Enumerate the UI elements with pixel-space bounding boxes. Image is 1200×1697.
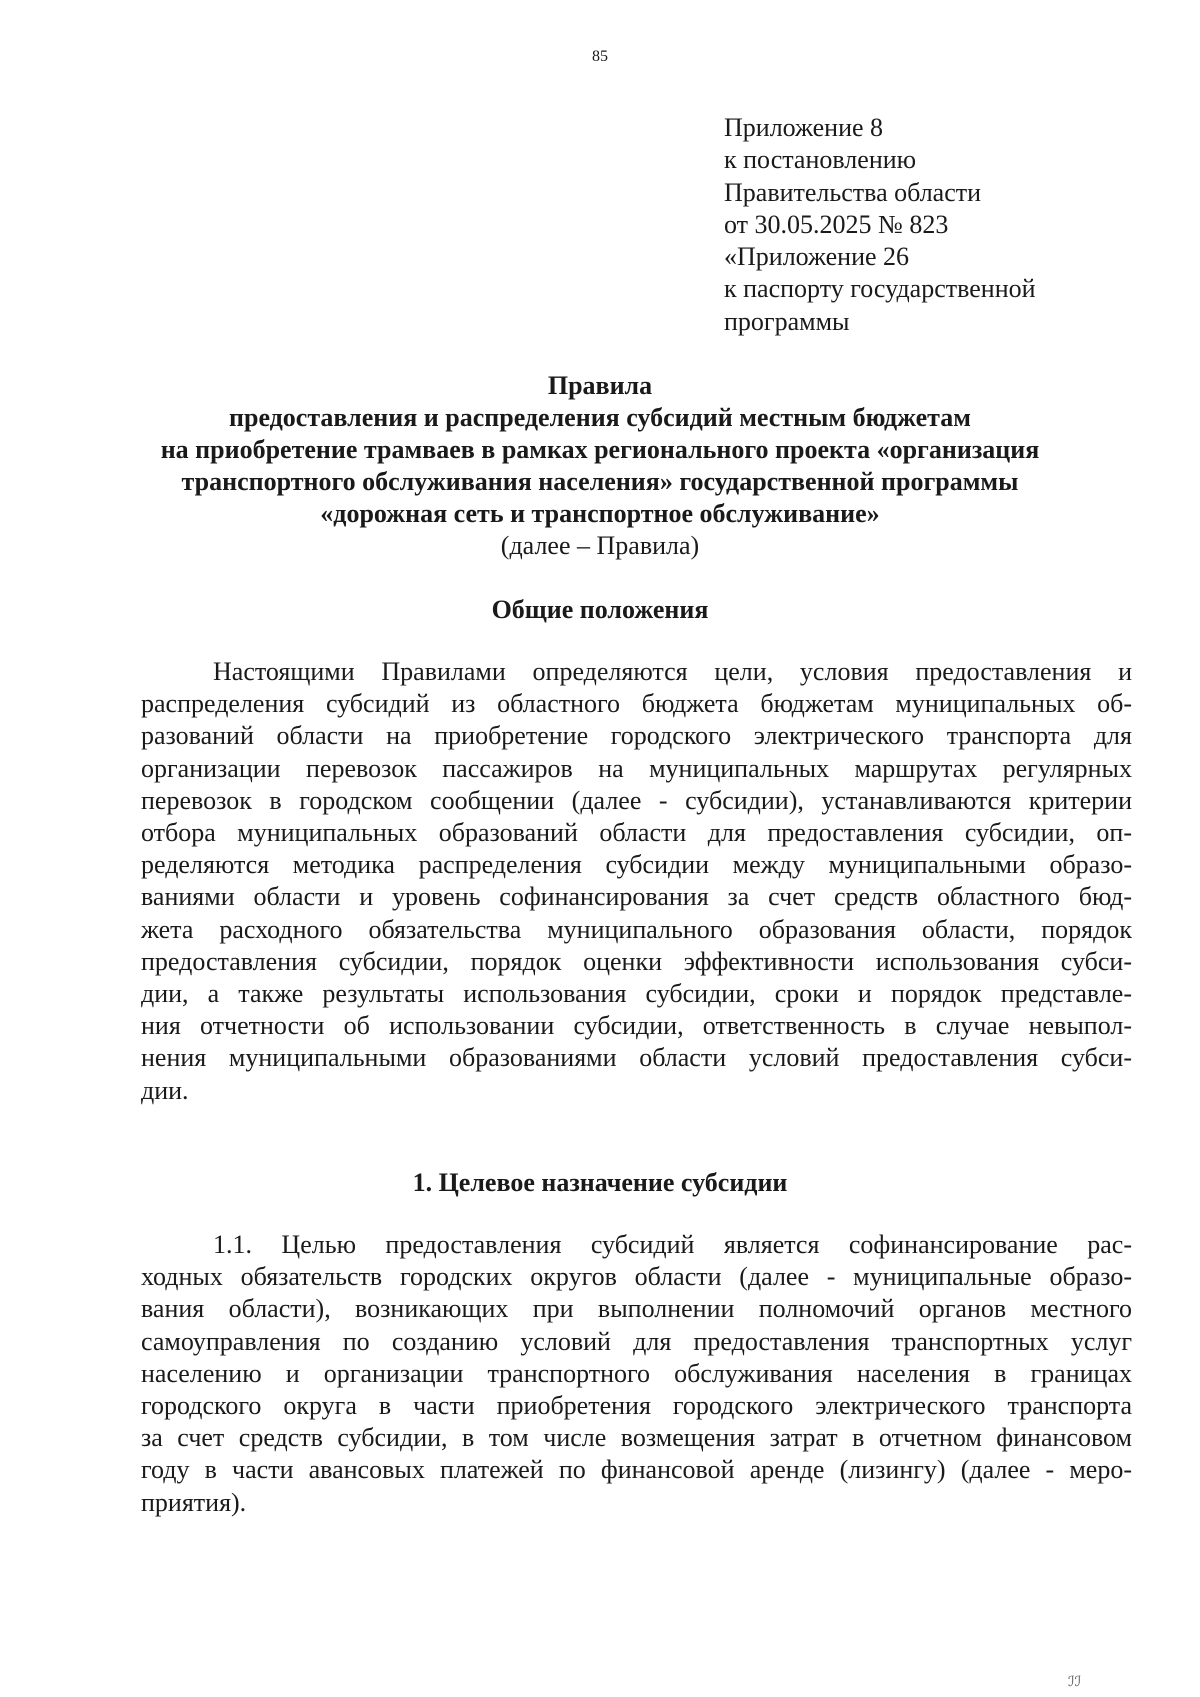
title-line: предоставления и распределения субсидий местным бюджетам [229, 403, 971, 432]
appendix-line: к паспорту государственной [724, 274, 1036, 304]
title-line: «дорожная сеть и транспортное обслуживание» [320, 499, 880, 528]
appendix-line: Приложение 8 [724, 113, 884, 142]
appendix-line: «Приложение 26 [724, 242, 910, 272]
paragraph-line: предоставления субсидии, порядок оценки эффективности использования субси- [141, 946, 1132, 976]
paragraph-line: перевозок в городском сообщении (далее - субсидии), устанавливаются критерии [141, 785, 1132, 815]
title-heading: Правила [547, 371, 653, 400]
paragraph-line: ходных обязательств городских округов области (далее - муниципальные образо- [141, 1262, 1132, 1292]
page-number: 85 [592, 48, 608, 65]
paragraph-line: Настоящими Правилами определяются цели, условия предоставления и [213, 657, 1132, 686]
appendix-block [724, 112, 1036, 338]
paragraph-line: жета расходного обязательства муниципального образования области, порядок [141, 914, 1132, 944]
paragraph-line: ния отчетности об использовании субсидии, ответственность в случае невыпол- [141, 1011, 1132, 1041]
appendix-line: от 30.05.2025 № 823 [724, 209, 949, 239]
paragraph-line: 1.1. Целью предоставления субсидий является софинансирование рас- [213, 1230, 1132, 1259]
paragraph-line: организации перевозок пассажиров на муниципальных маршрутах регулярных [141, 753, 1132, 783]
paragraph-line: отбора муниципальных образований области для предоставления субсидии, оп- [141, 818, 1132, 848]
general-provisions-heading: Общие положения [491, 595, 709, 624]
paragraph-line: году в части авансовых платежей по финансовой аренде (лизингу) (далее - меро- [141, 1455, 1132, 1485]
paragraph-line: дии, а также результаты использования субсидии, сроки и порядок представле- [141, 979, 1132, 1009]
title-note: (далее – Правила) [500, 531, 700, 560]
paragraph-line: разований области на приобретение городского электрического транспорта для [141, 721, 1132, 751]
paragraph-line: вания области), возникающих при выполнении полномочий органов местного [141, 1294, 1132, 1324]
paragraph-line: самоуправления по созданию условий для предоставления транспортных услуг [141, 1326, 1132, 1356]
section-1-heading: 1. Целевое назначение субсидии [412, 1168, 788, 1197]
paragraph-line: ределяются методика распределения субсидии между муниципальными образо- [141, 850, 1132, 880]
document-title [100, 370, 1100, 562]
appendix-line: Правительства области [724, 177, 982, 207]
paragraph-line: распределения субсидий из областного бюджета бюджетам муниципальных об- [141, 689, 1132, 719]
title-line: на приобретение трамваев в рамках регионального проекта «организация [160, 435, 1040, 464]
paragraph-line: нения муниципальными образованиями области условий предоставления субси- [141, 1043, 1132, 1073]
paragraph-line: городского округа в части приобретения городского электрического транспорта [141, 1391, 1132, 1421]
paragraph-line: приятия). [141, 1487, 247, 1517]
footer-mark: ℐℐ [1068, 1675, 1082, 1690]
paragraph-line: населению и организации транспортного обслуживания населения в границах [141, 1358, 1132, 1388]
paragraph-line: ваниями области и уровень софинансирования за счет средств областного бюд- [141, 882, 1132, 912]
appendix-line: к постановлению [724, 145, 917, 175]
paragraph-line: за счет средств субсидии, в том числе возмещения затрат в отчетном финансовом [141, 1423, 1132, 1453]
paragraph-line: дии. [141, 1075, 189, 1105]
title-line: транспортного обслуживания населения» государственной программы [181, 467, 1019, 496]
appendix-line: программы [724, 306, 850, 336]
section-1-paragraph [141, 1229, 1132, 1519]
general-provisions-paragraph [141, 656, 1132, 1107]
